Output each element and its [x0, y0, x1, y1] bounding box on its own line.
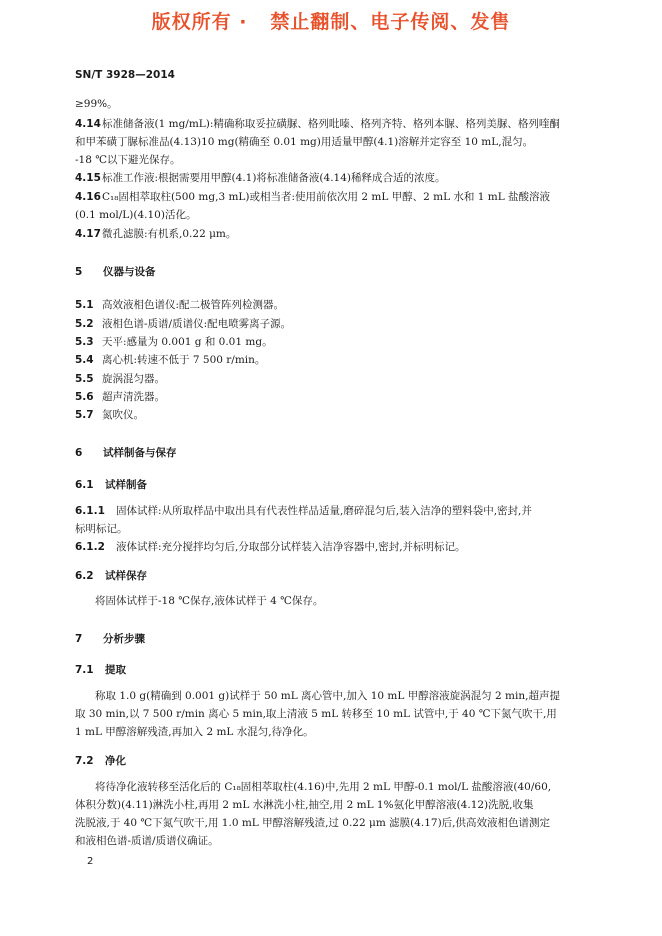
text-line: 标明标记。 — [75, 523, 128, 535]
clause-number: 5.3 — [75, 336, 94, 348]
section-title: 提取 — [105, 664, 126, 676]
paragraph-line: 取 30 min,以 7 500 r/min 离心 5 min,取上清液 5 mL 转移至 10 mL 试管中,于 40 ℃下氮气吹干,用 — [75, 708, 557, 720]
section-title: 试样保存 — [105, 570, 147, 582]
section-number: 7.2 — [75, 755, 94, 767]
paragraph-line: 和液相色谱-质谱/质谱仪确证。 — [75, 835, 219, 847]
paragraph-line: 洗脱液,于 40 ℃下氮气吹干,用 1.0 mL 甲醇溶解残渣,过 0.22 μm 滤膜(4.17)后,供高效液相色谱测定 — [75, 817, 551, 829]
section-number: 7.1 — [75, 664, 94, 676]
section-7-1-heading — [75, 662, 126, 677]
text-line: ≥99%。 — [75, 98, 118, 110]
item-4-14 — [75, 117, 560, 131]
section-5-heading — [75, 264, 156, 279]
clause-number: 4.17 — [75, 228, 101, 240]
clause-text: 天平:感量为 0.001 g 和 0.01 mg。 — [102, 336, 273, 348]
clause-number: 5.1 — [75, 299, 94, 311]
item-5-2 — [75, 317, 291, 331]
section-title: 分析步骤 — [103, 633, 145, 645]
section-number: 6.1 — [75, 479, 94, 491]
clause-number: 4.15 — [75, 172, 101, 184]
section-title: 仪器与设备 — [103, 266, 156, 278]
section-6-2-heading — [75, 568, 147, 583]
item-4-17 — [75, 227, 236, 241]
item-6-1-1 — [75, 504, 532, 518]
clause-text: C₁₈固相萃取柱(500 mg,3 mL)或相当者:使用前依次用 2 mL 甲醇、2 mL 水和 1 mL 盐酸溶液 — [102, 191, 551, 203]
section-7-2-heading — [75, 753, 126, 768]
clause-text: 标准储备液(1 mg/mL):精确称取妥拉磺脲、格列吡嗪、格列齐特、格列本脲、格列美脲、格列喹酮 — [102, 118, 560, 130]
clause-text: 液体试样:充分搅拌均匀后,分取部分试样装入洁净容器中,密封,并标明标记。 — [116, 541, 466, 553]
section-number: 5 — [75, 266, 83, 278]
paragraph-line: 1 mL 甲醇溶解残渣,再加入 2 mL 水混匀,待净化。 — [75, 726, 314, 738]
item-5-6 — [75, 390, 165, 404]
item-5-7 — [75, 408, 144, 422]
watermark: 版权所有 · 禁止翻制、电子传阅、发售 — [151, 11, 511, 33]
clause-number: 4.16 — [75, 191, 101, 203]
clause-text: 氮吹仪。 — [102, 409, 144, 421]
section-number: 7 — [75, 633, 83, 645]
paragraph-line: 体积分数)(4.11)淋洗小柱,再用 2 mL 水淋洗小柱,抽空,用 2 mL 1%氨化甲醇溶液(4.12)洗脱,收集 — [75, 799, 534, 811]
section-number: 6.2 — [75, 570, 94, 582]
item-6-1-2 — [75, 540, 466, 554]
clause-number: 6.1.1 — [75, 505, 105, 517]
clause-text: 标准工作液:根据需要用甲醇(4.1)将标准储备液(4.14)稀释成合适的浓度。 — [102, 172, 446, 184]
clause-number: 5.2 — [75, 318, 94, 330]
section-number: 6 — [75, 447, 83, 459]
clause-text: 超声清洗器。 — [102, 391, 165, 403]
item-4-15 — [75, 171, 446, 185]
clause-text: 旋涡混匀器。 — [102, 373, 165, 385]
clause-number: 4.14 — [75, 118, 101, 130]
clause-text: 液相色谱-质谱/质谱仪:配电喷雾离子源。 — [102, 318, 292, 330]
section-6-1-heading — [75, 477, 147, 492]
standard-number: SN/T 3928—2014 — [75, 69, 175, 81]
section-title: 试样制备与保存 — [103, 447, 177, 459]
clause-text: 离心机:转速不低于 7 500 r/min。 — [102, 354, 266, 366]
paragraph-line: 将固体试样于-18 ℃保存,液体试样于 4 ℃保存。 — [95, 595, 324, 607]
clause-number: 5.6 — [75, 391, 94, 403]
clause-number: 5.5 — [75, 373, 94, 385]
section-6-heading — [75, 445, 177, 460]
section-title: 试样制备 — [105, 479, 147, 491]
text-line: 和甲苯磺丁脲标准品(4.13)10 mg(精确至 0.01 mg)用适量甲醇(4.1)溶解并定容至 10 mL,混匀。 — [75, 136, 534, 148]
item-5-4 — [75, 353, 265, 367]
clause-text: 微孔滤膜:有机系,0.22 μm。 — [102, 228, 237, 240]
clause-number: 5.7 — [75, 409, 94, 421]
section-7-heading — [75, 631, 145, 646]
clause-number: 6.1.2 — [75, 541, 105, 553]
text-line: -18 ℃以下避光保存。 — [75, 154, 181, 166]
item-4-16 — [75, 190, 550, 204]
paragraph-line: 称取 1.0 g(精确到 0.001 g)试样于 50 mL 离心管中,加入 10 mL 甲醇溶液旋涡混匀 2 min,超声提 — [95, 690, 560, 702]
clause-text: 高效液相色谱仪:配二极管阵列检测器。 — [102, 299, 285, 311]
item-5-5 — [75, 372, 165, 386]
item-5-3 — [75, 335, 273, 349]
clause-number: 5.4 — [75, 354, 94, 366]
paragraph-line: 将待净化液转移至活化后的 C₁₈固相萃取柱(4.16)中,先用 2 mL 甲醇-0.1 mol/L 盐酸溶液(40/60, — [95, 781, 552, 793]
page-number: 2 — [87, 856, 94, 867]
clause-text: 固体试样:从所取样品中取出具有代表性样品适量,磨碎混匀后,装入洁净的塑料袋中,密封,并 — [116, 505, 532, 517]
section-title: 净化 — [105, 755, 126, 767]
text-line: (0.1 mol/L)(4.10)活化。 — [75, 209, 197, 221]
item-5-1 — [75, 298, 284, 312]
